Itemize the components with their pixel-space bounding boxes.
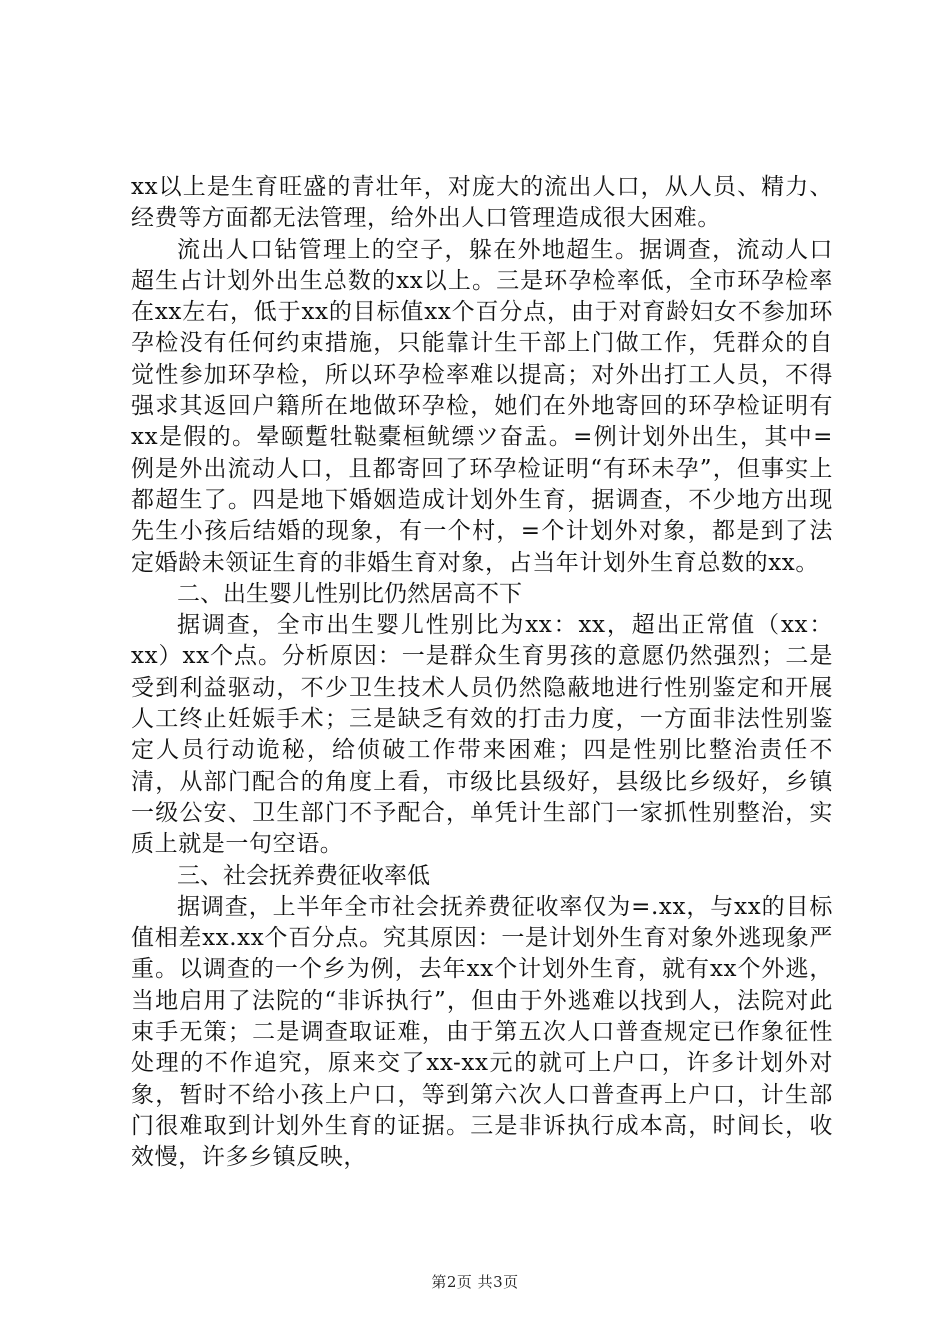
document-body — [131, 172, 833, 1174]
paragraph-outflow-population: 流出人口钻管理上的空子，躲在外地超生。据调查，流动人口超生占计划外出生总数的xx以上。三是环孕检率低，全市环孕检率在xx左右，低于xx的目标值xx个百分点，由于对育龄妇女不参加环孕检没有任何约束措施，只能靠计生干部上门做工作，凭群众的自觉性参加环孕检，所以环孕检率难以提高；对外出打工人员，不得强求其返回户籍所在地做环孕检，她们在外地寄回的环孕检证明有xx是假的。晕颐蹔牡鞑橐桓鱿缥ツ奋盂。=例计划外出生，其中=例是外出流动人口，且都寄回了环孕检证明“有环未孕”，但事实上都超生了。四是地下婚姻造成计划外生育，据调查，不少地方出现先生小孩后结婚的现象，有一个村，=个计划外对象，都是到了法定婚龄未领证生育的非婚生育对象，占当年计划外生育总数的xx。 — [131, 236, 833, 576]
paragraph-social-fee: 据调查，上半年全市社会抚养费征收率仅为=.xx，与xx的目标值相差xx.xx个百分点。究其原因：一是计划外生育对象外逃现象严重。以调查的一个乡为例，去年xx个计划外生育，就有xx个外逃，当地启用了法院的“非诉执行”，但由于外逃难以找到人，法院对此束手无策；二是调查取证难，由于第五次人口普查规定已作象征性处理的不作追究，原来交了xx-xx元的就可上户口，许多计划外对象，暂时不给小孩上户口，等到第六次人口普查再上户口，计生部门很难取到计划外生育的证据。三是非诉执行成本高，时间长，收效慢，许多乡镇反映， — [131, 893, 833, 1171]
paragraph-sex-ratio: 据调查，全市出生婴儿性别比为xx：xx，超出正常值（xx：xx）xx个点。分析原因：一是群众生育男孩的意愿仍然强烈；二是受到利益驱动，不少卫生技术人员仍然隐蔽地进行性别鉴定和开展人工终止妊娠手术；三是缺乏有效的打击力度，一方面非法性别鉴定人员行动诡秘，给侦破工作带来困难；四是性别比整治责任不清，从部门配合的角度上看，市级比县级好，县级比乡级好，乡镇一级公安、卫生部门不予配合，单凭计生部门一家抓性别整治，实质上就是一句空语。 — [131, 612, 833, 858]
page-number-footer: 第2页 共3页 — [431, 1273, 519, 1291]
section-heading-social-fee: 三、社会抚养费征收率低 — [177, 862, 430, 889]
section-heading-sex-ratio: 二、出生婴儿性别比仍然居高不下 — [177, 580, 522, 607]
paragraph-continuation: xx以上是生育旺盛的青壮年，对庞大的流出人口，从人员、精力、经费等方面都无法管理，给外出人口管理造成很大困难。 — [131, 174, 833, 232]
